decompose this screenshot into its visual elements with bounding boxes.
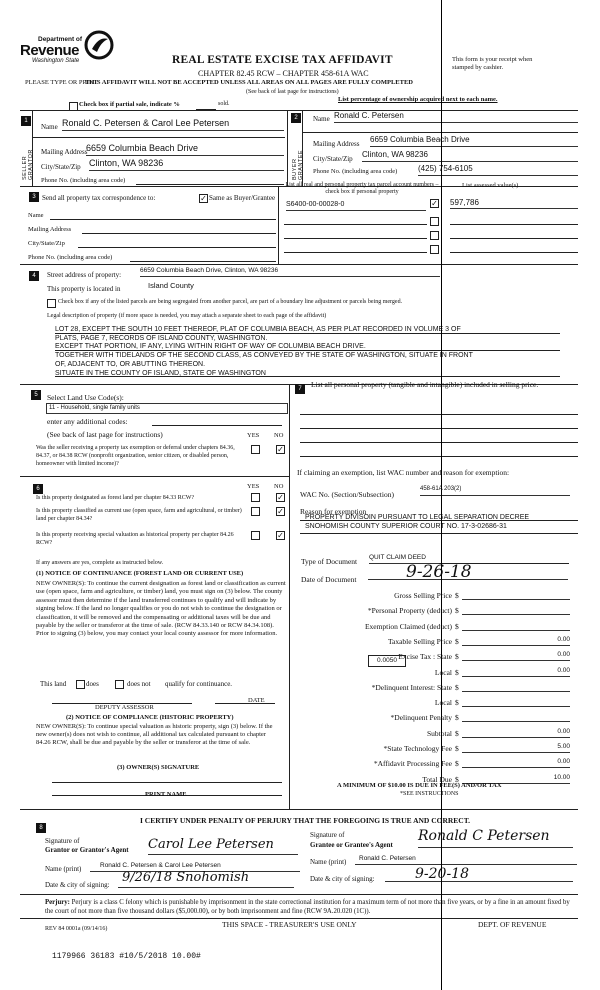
additional-codes-label: enter any additional codes: xyxy=(47,417,128,426)
print-name-label: PRINT NAME xyxy=(145,791,187,798)
s6-q1: Is this property designated as forest land per chapter 84.33 RCW? xyxy=(36,495,195,501)
this-land-label: This land xyxy=(40,680,67,688)
qualify-label: qualify for continuance. xyxy=(165,680,233,688)
sec2-left-border xyxy=(302,111,303,186)
money-line-label: Local xyxy=(434,668,452,677)
receipt-note: This form is your receipt when stamped by cashier. xyxy=(452,56,533,71)
notice1-text: NEW OWNER(S): To continue the current designation as forest land or classification as current use (open space, farm and agriculture, or timber) land, you must sign on (3) below. The county assessor must then determine if the land transferred continues to qualify and will indicate by signing below. If the land no longer qualifies or you do not wish to continue the designation or classification, it will be removed and the compensating or additional taxes will be due and payable by the seller or transferor at the time of sale. (RCW 84.33.140 or RCW 84.34.108). Prior to signing (3) below, you may contact your local county assessor for more information. xyxy=(36,580,286,638)
s6-yes-label: YES xyxy=(247,483,260,490)
s3-name-line xyxy=(50,219,276,220)
s6-q1-yes[interactable] xyxy=(251,493,260,502)
value-header: List assessed value(s) xyxy=(462,182,519,189)
money-line-value[interactable]: 0.00 xyxy=(462,651,570,661)
receipt-stamp: 1179966 36183 #10/5/2018 10.00# xyxy=(52,952,201,961)
personal-line-4 xyxy=(300,456,578,457)
legal-rule-2 xyxy=(55,350,560,351)
money-line-label: *Delinquent Penalty xyxy=(390,713,452,722)
section-6-marker: 6 xyxy=(33,484,43,494)
s6-q3-yes[interactable] xyxy=(251,531,260,540)
street-value[interactable]: 6659 Columbia Beach Drive, Clinton, WA 98236 xyxy=(140,267,440,277)
money-line-currency: $ xyxy=(455,729,459,738)
personal-property-checkbox-1[interactable]: ✓ xyxy=(431,199,438,208)
perjury-label: Perjury: xyxy=(45,899,70,906)
rev-number: REV 84 0001a (09/14/16) xyxy=(45,926,108,932)
legal-label: Legal description of property (if more space is needed, you may attach a separate sheet to each page of the affidavit) xyxy=(47,313,327,319)
grantee-signature[interactable]: Ronald C Petersen xyxy=(418,828,573,848)
money-line-value[interactable] xyxy=(462,590,570,600)
sec8-top xyxy=(20,809,578,810)
doc-date-label: Date of Document xyxy=(301,575,357,584)
money-line-currency: $ xyxy=(455,652,459,661)
doc-type-value[interactable]: QUIT CLAIM DEED xyxy=(369,554,439,564)
section-8-marker: 8 xyxy=(36,823,46,833)
grantee-sig-label-b: Grantee or Grantee's Agent xyxy=(310,841,393,849)
doc-date-value[interactable]: 9-26-18 xyxy=(368,562,568,580)
s3-phone-line xyxy=(130,261,276,262)
reason-value[interactable] xyxy=(305,513,529,531)
money-line-currency: $ xyxy=(455,744,459,753)
same-as-buyer-label: Same as Buyer/Grantee xyxy=(209,194,276,202)
partial-sale-label: Check box if partial sale, indicate % xyxy=(79,101,180,108)
s2-phone-value[interactable]: (425) 754-6105 xyxy=(418,164,578,176)
perjury-text: Perjury is a class C felony which is punishable by imprisonment in the state correctional institution for a maximum term of not more than five years, or by a fine in an amount fixed by the court of not more than five thousand dollars ($5,000.00), or by both imprisonment and fine (RCW 9A.20.020 (1C)). xyxy=(45,899,570,915)
section-7-marker: 7 xyxy=(295,384,305,394)
additional-codes-line xyxy=(152,425,282,426)
dor-logo xyxy=(20,30,115,72)
s1-city-label: City/State/Zip xyxy=(41,163,81,171)
dept-footer: DEPT. OF REVENUE xyxy=(478,920,547,929)
scan-line xyxy=(441,0,442,990)
sec3-bottom xyxy=(20,264,578,265)
money-line-value[interactable] xyxy=(462,682,570,692)
value-line-3 xyxy=(450,238,578,239)
s1-sep xyxy=(33,137,285,138)
parcel-line-3 xyxy=(284,238,427,239)
s5-back-note: (See back of last page for instructions) xyxy=(47,430,163,439)
grantor-date-label: Date & city of signing: xyxy=(45,881,110,889)
s3-city-line xyxy=(78,247,276,248)
grantee-date-label: Date & city of signing: xyxy=(310,875,375,883)
money-line-value[interactable]: 0.00 xyxy=(462,636,570,646)
wac-value[interactable]: 458-61A 203(2) xyxy=(420,486,570,496)
s2-city-label: City/State/Zip xyxy=(313,155,353,163)
grantee-name-label: Name (print) xyxy=(310,858,347,866)
reason-rule-2 xyxy=(300,533,578,534)
money-line-currency: $ xyxy=(455,668,459,677)
money-line-currency: $ xyxy=(455,606,459,615)
money-line-label: Taxable Selling Price xyxy=(387,637,452,646)
dept-line2: Revenue xyxy=(20,42,80,59)
money-line-value[interactable] xyxy=(462,712,570,722)
owner-sig-line xyxy=(52,782,282,783)
money-line-label: *Affidavit Processing Fee xyxy=(373,759,452,768)
legal-line: OF, ADJACENT TO, OR ABUTTING THEREON. xyxy=(55,360,206,368)
value-line-4 xyxy=(450,252,578,253)
s5-no-label: NO xyxy=(274,432,284,439)
grantor-signature[interactable]: Carol Lee Petersen xyxy=(148,837,298,855)
segregated-label: Check box if any of the listed parcels are being segregated from another parcel, are part of a boundary line adjustment or parcels being merged. xyxy=(58,299,403,305)
money-line-label: Excise Tax : State xyxy=(398,652,452,661)
certify-text: I CERTIFY UNDER PENALTY OF PERJURY THAT THE FOREGOING IS TRUE AND CORRECT. xyxy=(140,816,471,825)
money-line-currency: $ xyxy=(455,698,459,707)
money-line-currency: $ xyxy=(455,775,459,784)
perjury-top xyxy=(20,894,578,895)
perjury-block xyxy=(45,898,577,916)
legal-line: TOGETHER WITH TIDELANDS OF THE SECOND CLASS, AS CONVEYED BY THE STATE OF WASHINGTON, SITUATE IN FRONT xyxy=(55,352,473,360)
mid-divider xyxy=(289,384,290,809)
s1-mailing-label: Mailing Address xyxy=(41,148,88,156)
section-5-marker: 5 xyxy=(31,390,41,400)
s1-phone-label: Phone No. (including area code) xyxy=(41,177,126,184)
land-use-value[interactable]: 11 - Household, single family units xyxy=(46,403,288,414)
assessed-value-1[interactable]: 597,786 xyxy=(450,198,578,209)
notice2-title: (2) NOTICE OF COMPLIANCE (HISTORIC PROPERTY) xyxy=(66,714,234,721)
s1-name-value[interactable]: Ronald C. Petersen & Carol Lee Petersen xyxy=(62,118,284,131)
money-line-currency: $ xyxy=(455,759,459,768)
s2-phone-label: Phone No. (including area code) xyxy=(313,168,398,175)
parcel-header: List all real and personal property tax parcel account numbers – check box if personal property xyxy=(285,182,439,195)
money-line-label: *State Technology Fee xyxy=(383,744,452,753)
ownership-note: List percentage of ownership acquired next to each name. xyxy=(338,96,498,103)
s3-mailing-label: Mailing Address xyxy=(28,226,72,233)
s2-name-value[interactable]: Ronald C. Petersen xyxy=(334,111,578,123)
legal-line: PLATS, PAGE 7, RECORDS OF ISLAND COUNTY, WASHINGTON. xyxy=(55,334,268,342)
deputy-date-line xyxy=(215,703,275,704)
section-3-marker: 3 xyxy=(29,192,39,202)
grantor-sig-label-b: Grantor or Grantor's Agent xyxy=(45,846,129,854)
section-1-marker: 1 xyxy=(21,116,31,126)
deputy-label: DEPUTY ASSESSOR xyxy=(95,704,154,711)
please-type: PLEASE TYPE OR PRINT xyxy=(25,79,98,86)
s3-city-label: City/State/Zip xyxy=(28,240,65,247)
sec5-bottom xyxy=(20,476,290,477)
s6-q2-no[interactable]: ✓ xyxy=(277,507,284,516)
s6-q2: Is this property classified as current use (open space, farm and agricultural, or timber) land per chapter 84.34? xyxy=(36,508,242,522)
s6-no-label: NO xyxy=(274,483,284,490)
legal-rule-1 xyxy=(55,333,560,334)
money-line-currency: $ xyxy=(455,591,459,600)
does-checkbox[interactable] xyxy=(76,680,85,689)
legal-line: LOT 28, EXCEPT THE SOUTH 10 FEET THEREOF, PLAT OF COLUMBIA BEACH, AS PER PLAT RECORDED IN VOLUME 3 OF xyxy=(55,326,461,333)
grantor-name-label: Name (print) xyxy=(45,865,82,873)
does-not-checkbox[interactable] xyxy=(115,680,124,689)
personal-property-checkbox-2[interactable] xyxy=(430,217,439,226)
money-line-currency: $ xyxy=(455,622,459,631)
reason-label: Reason for exemption xyxy=(300,507,367,516)
parcel-line-2 xyxy=(284,224,427,225)
money-line-label: Exemption Claimed (deduct) xyxy=(364,622,452,631)
money-line-value[interactable] xyxy=(462,621,570,631)
form-chapter: CHAPTER 82.45 RCW – CHAPTER 458-61A WAC xyxy=(198,69,369,78)
personal-line-2 xyxy=(300,428,578,429)
money-line-value[interactable] xyxy=(462,697,570,707)
money-line-currency: $ xyxy=(455,713,459,722)
s5-yes-label: YES xyxy=(247,432,260,439)
money-line-label: *Delinquent Interest: State xyxy=(371,683,452,692)
back-note: (See back of last page for instructions) xyxy=(246,89,339,95)
money-line-label: *Personal Property (deduct) xyxy=(367,606,452,615)
located-label: This property is located in xyxy=(47,285,121,293)
if-yes-note: If any answers are yes, complete as instructed below. xyxy=(36,560,164,566)
grantee-name-value[interactable]: Ronald C. Petersen xyxy=(355,855,577,865)
grantor-sig-label-a: Signature of xyxy=(45,837,80,845)
s2-mailing-value[interactable]: 6659 Columbia Beach Drive xyxy=(370,135,578,147)
money-line-currency: $ xyxy=(455,683,459,692)
money-line-label: Gross Selling Price xyxy=(394,591,452,600)
land-use-label: Select Land Use Code(s): xyxy=(47,393,124,402)
s2-city-value[interactable]: Clinton, WA 98236 xyxy=(362,150,578,162)
grantee-date-value[interactable]: 9-20-18 xyxy=(385,866,573,882)
money-line-value[interactable]: 5.00 xyxy=(462,743,570,753)
money-line-value[interactable]: 0.00 xyxy=(462,667,570,677)
money-line-value[interactable]: 0.00 xyxy=(462,728,570,738)
form-warning: THIS AFFIDAVIT WILL NOT BE ACCEPTED UNLESS ALL AREAS ON ALL PAGES ARE FULLY COMPLETED xyxy=(85,79,413,86)
section-4-marker: 4 xyxy=(29,271,39,281)
s3-mailing-line xyxy=(82,233,276,234)
notice1-title: (1) NOTICE OF CONTINUANCE (FOREST LAND OR CURRENT USE) xyxy=(36,570,244,577)
money-line-label: Total Due xyxy=(422,775,452,784)
legal-line: EXCEPT THAT PORTION, IF ANY, LYING WITHIN RIGHT OF WAY OF COLUMBIA BEACH DRIVE. xyxy=(55,343,366,351)
dept-line3: Washington State xyxy=(32,58,80,64)
reason-line: PROPERTY DIVISOIN PURSUANT TO LEGAL SEPARATION DECREE xyxy=(305,514,530,521)
s3-name-label: Name xyxy=(28,212,44,219)
grantor-date-value[interactable]: 9/26/18 Snohomish xyxy=(118,870,294,888)
owner-sig-label: (3) OWNER(S) SIGNATURE xyxy=(117,764,200,771)
notice2-text: NEW OWNER(S): To continue special valuation as historic property, sign (3) below. If the new owner(s) does not wish to continue, all additional tax calculated pursuant to chapter 84.26 RCW, shall be due and payable by the seller or transferor at the time of sale. xyxy=(36,723,273,747)
dor-logo-icon xyxy=(84,30,114,60)
money-line-value[interactable]: 10.00 xyxy=(462,774,570,784)
s6-q1-no[interactable]: ✓ xyxy=(277,493,284,502)
personal-line-3 xyxy=(300,442,578,443)
s2-mailing-label: Mailing Address xyxy=(313,140,360,148)
value-line-2 xyxy=(450,224,578,225)
sec12-divider xyxy=(287,111,288,186)
segregated-checkbox[interactable] xyxy=(47,299,56,308)
section-2-marker: 2 xyxy=(291,113,301,123)
s5-no-checkbox[interactable]: ✓ xyxy=(277,445,284,454)
personal-property-checkbox-4[interactable] xyxy=(430,245,439,254)
legal-rule-3 xyxy=(55,376,560,377)
legal-line: SITUATE IN THE COUNTY OF ISLAND, STATE OF WASHINGTON xyxy=(55,369,266,377)
s6-q2-yes[interactable] xyxy=(251,507,260,516)
minimum-note: A MINIMUM OF $10.00 IS DUE IN FEE(S) AND/OR TAX xyxy=(337,782,502,789)
does-label: does xyxy=(86,680,99,688)
exemption-question: Was the seller receiving a property tax exemption or deferral under chapters 84.36, 84.37, or 84.38 RCW (nonprofit organization, senior citizen, or disabled person, homeowner with limited income)? xyxy=(36,445,235,467)
does-not-label: does not xyxy=(127,680,151,688)
s3-phone-label: Phone No. (including area code) xyxy=(28,254,113,261)
sold-label: sold. xyxy=(218,101,230,107)
parcel-line-4 xyxy=(284,252,427,253)
same-as-buyer-checkbox[interactable]: ✓ xyxy=(200,194,207,203)
s1-name-label: Name xyxy=(41,123,58,131)
local-rate-box[interactable]: 0.0050 xyxy=(368,655,406,667)
street-label: Street address of property: xyxy=(47,271,122,279)
reason-rule-1 xyxy=(300,520,578,521)
money-line-label: Subtotal xyxy=(426,729,452,738)
perjury-bottom xyxy=(20,918,578,919)
deputy-date-label: DATE xyxy=(248,697,265,704)
located-value[interactable]: Island County xyxy=(148,281,194,290)
s3-send-label: Send all property tax correspondence to: xyxy=(42,194,156,202)
money-line-value[interactable]: 0.00 xyxy=(462,758,570,768)
s6-q3: Is this property receiving special valuation as historical property per chapter 84.26 RCW? xyxy=(36,532,234,546)
personal-property-label: List all personal property (tangible and intangible) included in selling price. xyxy=(311,380,539,389)
wac-intro: If claiming an exemption, list WAC number and reason for exemption: xyxy=(297,468,510,477)
money-line-value[interactable] xyxy=(462,605,570,615)
s1-phone-line xyxy=(136,184,284,185)
form-title: REAL ESTATE EXCISE TAX AFFIDAVIT xyxy=(172,54,393,66)
s6-q3-no[interactable]: ✓ xyxy=(277,531,284,540)
sec3-divider xyxy=(278,186,279,264)
reason-line: SNOHOMISH COUNTY SUPERIOR COURT NO. 17-3-02686-31 xyxy=(305,523,507,530)
doc-type-label: Type of Document xyxy=(301,557,358,566)
treasurer-note: THIS SPACE - TREASURER'S USE ONLY xyxy=(222,920,357,929)
grantee-sig-label-a: Signature of xyxy=(310,831,345,839)
personal-property-checkbox-3[interactable] xyxy=(430,231,439,240)
sec1-left-border xyxy=(32,111,33,186)
see-instructions: *SEE INSTRUCTIONS xyxy=(400,791,459,797)
money-line-label: Local xyxy=(434,698,452,707)
grantor-name-value[interactable]: Ronald C. Petersen & Carol Lee Petersen xyxy=(90,862,300,872)
money-line-currency: $ xyxy=(455,637,459,646)
s5-yes-checkbox[interactable] xyxy=(251,445,260,454)
s1-city-value[interactable]: Clinton, WA 98236 xyxy=(89,158,284,171)
personal-line-1 xyxy=(300,414,578,415)
dept-line1: Department of xyxy=(38,36,83,43)
wac-label: WAC No. (Section/Subsection) xyxy=(300,490,394,499)
parcel-number-1[interactable]: S6400-00-00028-0 xyxy=(286,201,426,211)
s2-name-label: Name xyxy=(313,115,330,123)
s1-mailing-value[interactable]: 6659 Columbia Beach Drive xyxy=(86,143,284,156)
seller-side-label: SELLER GRANTOR xyxy=(22,149,34,180)
buyer-side-label: BUYER GRANTEE xyxy=(292,149,304,180)
